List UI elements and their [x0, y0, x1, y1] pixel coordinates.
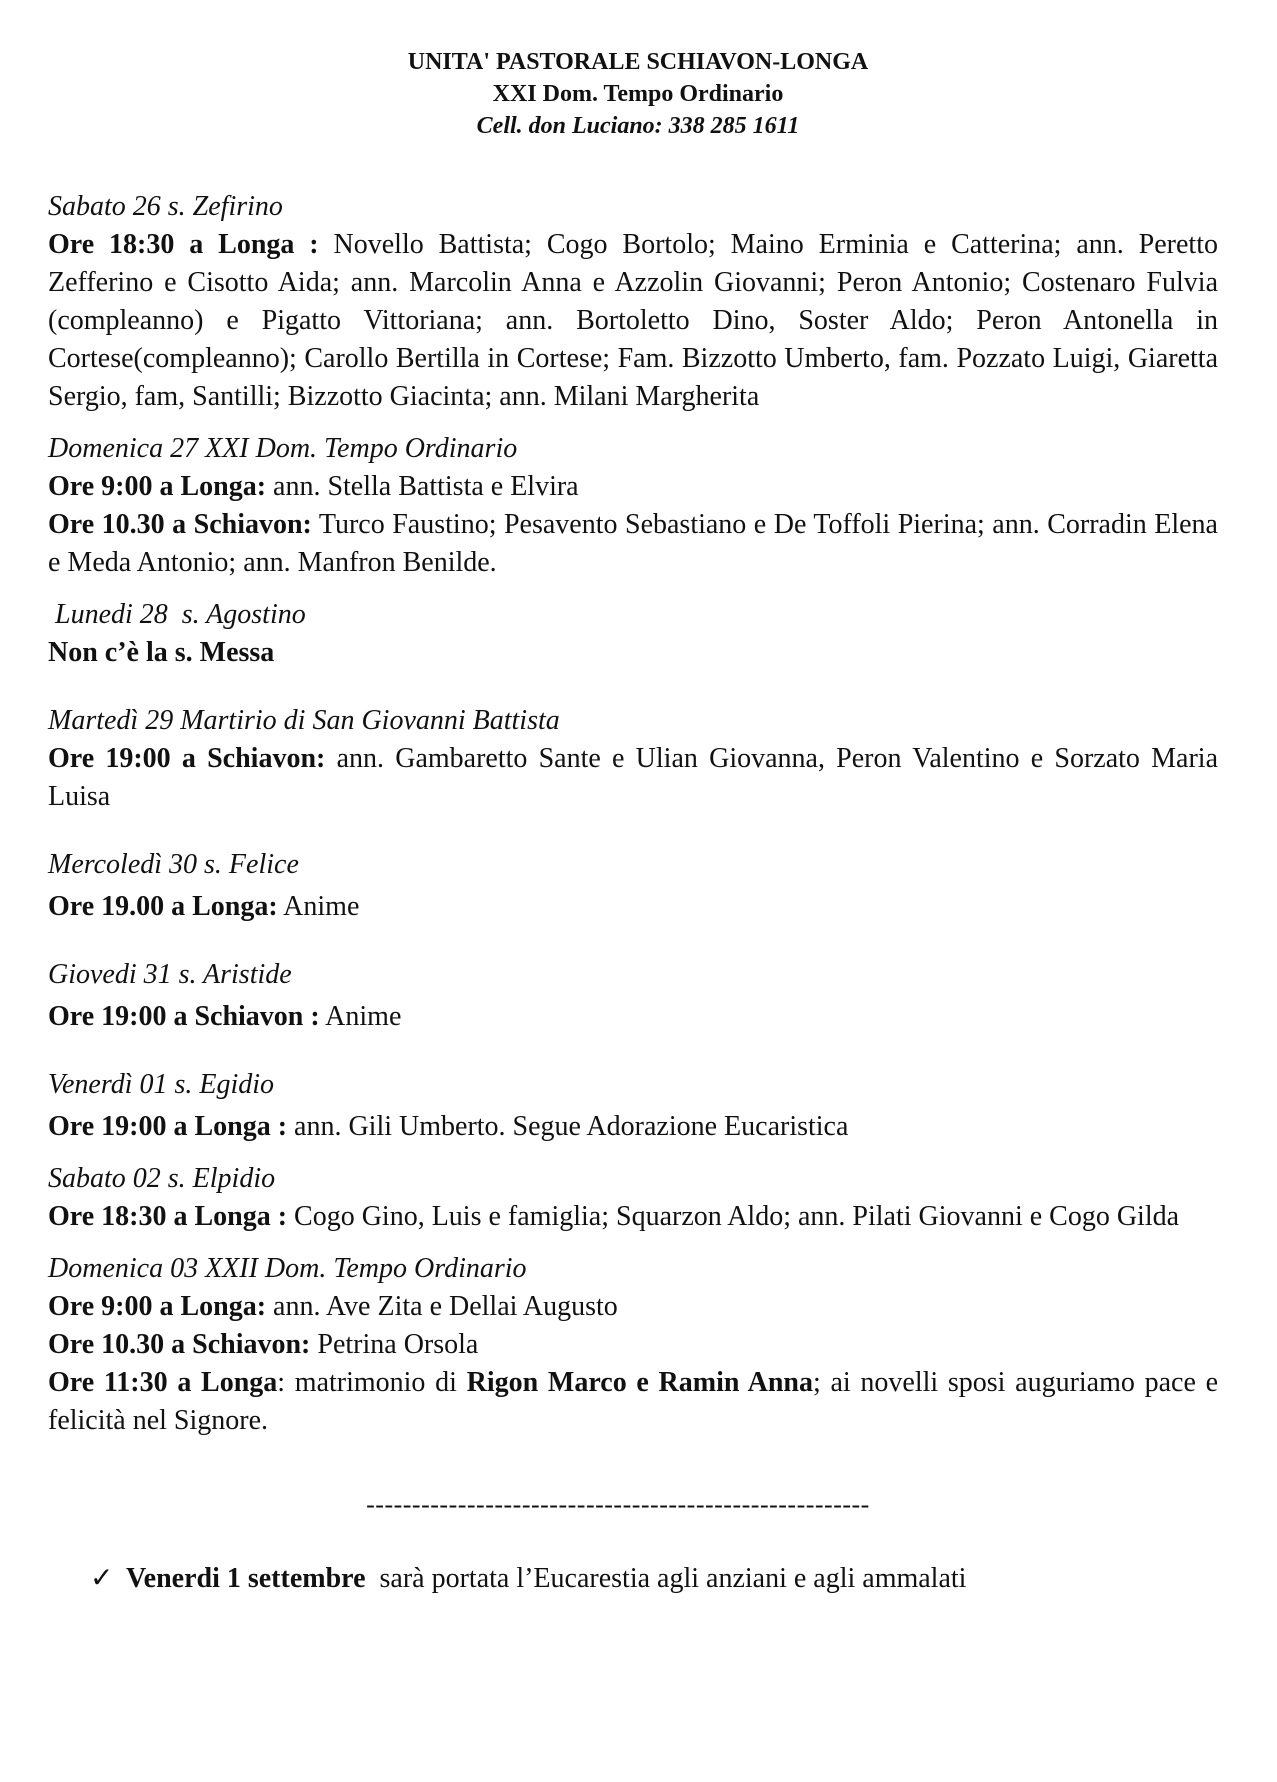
mass-time-label: Ore 9:00 a Longa:: [48, 471, 267, 502]
notice-text: sarà portata l’Eucarestia agli anziani e agli ammalati: [365, 1563, 967, 1594]
mass-line: [48, 998, 1218, 1036]
mass-time-label: Ore 19:00 a Schiavon :: [48, 1001, 320, 1032]
liturgical-subtitle: XXI Dom. Tempo Ordinario: [492, 81, 784, 107]
mass-line: [48, 506, 1218, 582]
mass-intentions: ann. Gambaretto Sante e Ulian Giovanna, Peron Valentino e Sorzato Maria Luisa: [48, 743, 1218, 812]
schedule-day-wed30: [48, 846, 1218, 926]
wedding-text-pre: : matrimonio di: [277, 1367, 467, 1398]
mass-line: [48, 1326, 1218, 1364]
mass-intentions: Turco Faustino; Pesavento Sebastiano e De Toffoli Pierina; ann. Corradin Elena e Meda Antonio; ann. Manfron Benilde.: [48, 509, 1218, 578]
schedule-day-sat26: [48, 188, 1218, 416]
mass-line: [48, 1108, 1218, 1146]
mass-intentions: Cogo Gino, Luis e famiglia; Squarzon Aldo; ann. Pilati Giovanni e Cogo Gilda: [287, 1201, 1180, 1232]
mass-line: [48, 1198, 1218, 1236]
schedule-day-sun27: [48, 430, 1218, 582]
mass-intentions: Petrina Orsola: [310, 1329, 479, 1360]
mass-line: [48, 468, 1218, 506]
schedule-day-sat02: [48, 1160, 1218, 1236]
mass-intentions: ann. Gili Umberto. Segue Adorazione Eucaristica: [287, 1111, 849, 1142]
wedding-couple: Rigon Marco e Ramin Anna: [466, 1367, 813, 1398]
no-mass-notice: Non c’è la s. Messa: [48, 637, 275, 668]
mass-time-label: Ore 18:30 a Longa :: [48, 229, 319, 260]
mass-intentions: Novello Battista; Cogo Bortolo; Maino Erminia e Catterina; ann. Peretto Zefferino e Cisotto Aida; ann. Marcolin Anna e Azzolin Giovanni; Peron Antonio; Costenaro Fulvia (compleanno) e Pigatto Vittoriana; ann. Bortoletto Dino, Soster Aldo; Peron Antonella in Cortese(compleanno); Carollo Bertilla in Cortese; Fam. Bizzotto Umberto, fam. Pozzato Luigi, Giaretta Sergio, fam, Santilli; Bizzotto Giacinta; ann. Milani Margherita: [48, 229, 1218, 412]
check-icon: ✓: [90, 1563, 114, 1594]
schedule-day-mon28: [48, 596, 1218, 672]
day-heading: Giovedi 31 s. Aristide: [48, 959, 292, 990]
mass-schedule: [48, 188, 1218, 1440]
mass-line: [48, 888, 1218, 926]
bulletin-page: [48, 0, 1218, 1598]
mass-time-label: Ore 10.30 a Schiavon:: [48, 1329, 311, 1360]
day-heading: Domenica 27 XXI Dom. Tempo Ordinario: [48, 433, 518, 464]
bulletin-header: [198, 0, 1078, 142]
wedding-line: [48, 1364, 1218, 1440]
day-heading: Sabato 26 s. Zefirino: [48, 191, 283, 222]
day-heading: Lunedi 28 s. Agostino: [48, 599, 306, 630]
mass-intentions: ann. Stella Battista e Elvira: [266, 471, 579, 502]
mass-intentions: Anime: [319, 1001, 402, 1032]
parish-title: UNITA' PASTORALE SCHIAVON-LONGA: [407, 49, 869, 75]
mass-line: [48, 634, 1218, 672]
day-heading: Sabato 02 s. Elpidio: [48, 1163, 276, 1194]
schedule-day-tue29: [48, 702, 1218, 816]
mass-intentions: Anime: [277, 891, 360, 922]
schedule-day-sun03: [48, 1250, 1218, 1440]
eucharist-notice: [48, 1560, 1218, 1598]
mass-time-label: Ore 19:00 a Longa :: [48, 1111, 288, 1142]
schedule-day-thu31: [48, 956, 1218, 1036]
day-heading: Venerdì 01 s. Egidio: [48, 1069, 275, 1100]
day-heading: Mercoledì 30 s. Felice: [48, 849, 299, 880]
contact-phone: Cell. don Luciano: 338 285 1611: [476, 113, 800, 139]
mass-line: [48, 226, 1218, 416]
mass-line: [48, 740, 1218, 816]
mass-time-label: Ore 18:30 a Longa :: [48, 1201, 288, 1232]
schedule-day-fri01: [48, 1066, 1218, 1146]
mass-time-label: Ore 9:00 a Longa:: [48, 1291, 267, 1322]
day-heading: Martedì 29 Martirio di San Giovanni Battista: [48, 705, 560, 736]
section-divider: -------------------------------------------------------: [366, 1490, 870, 1519]
mass-time-label: Ore 11:30 a Longa: [48, 1367, 278, 1398]
mass-time-label: Ore 19.00 a Longa:: [48, 891, 278, 922]
mass-time-label: Ore 10.30 a Schiavon:: [48, 509, 312, 540]
notice-date: Venerdi 1 settembre: [126, 1563, 366, 1594]
day-heading: Domenica 03 XXII Dom. Tempo Ordinario: [48, 1253, 527, 1284]
wedding-text-post: ; ai novelli sposi auguriamo pace e felicità nel Signore.: [48, 1367, 1219, 1436]
mass-intentions: ann. Ave Zita e Dellai Augusto: [266, 1291, 618, 1322]
mass-time-label: Ore 19:00 a Schiavon:: [48, 743, 326, 774]
mass-line: [48, 1288, 1218, 1326]
